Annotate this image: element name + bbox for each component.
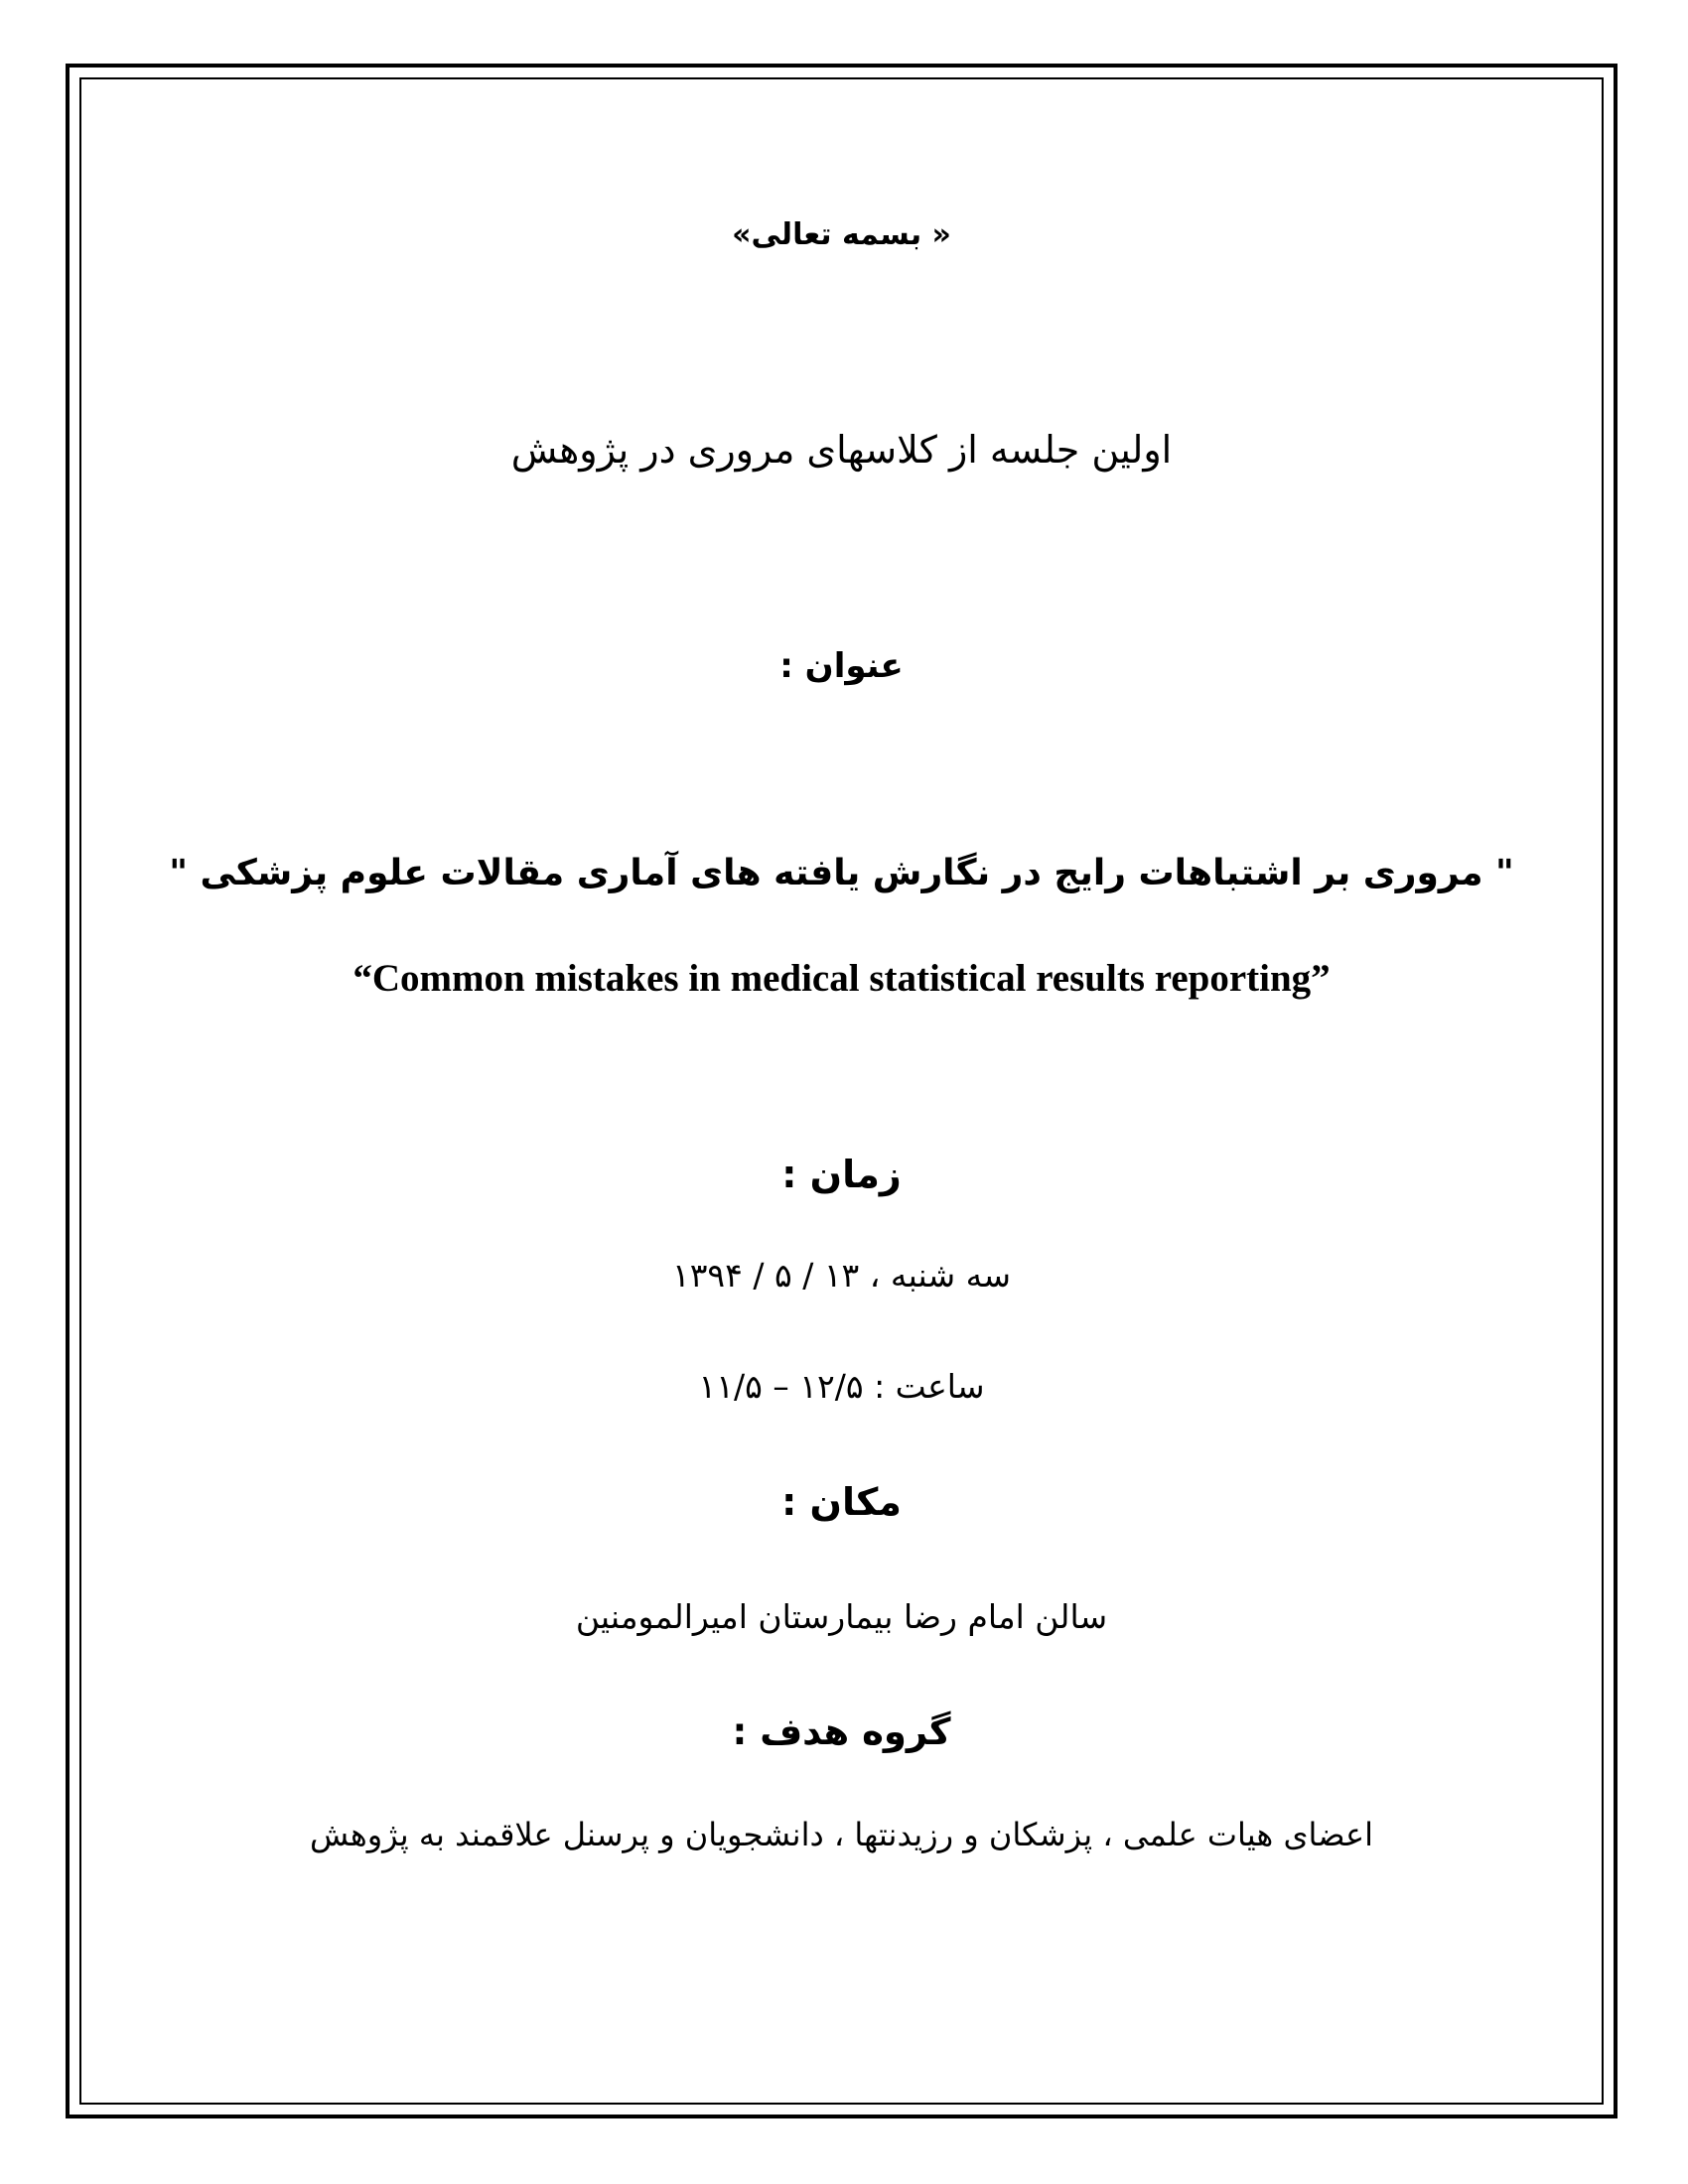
page-border-inner xyxy=(79,77,1604,2105)
event-hours: ساعت : ۱۲/۵ – ۱۱/۵ xyxy=(698,1367,985,1406)
title-heading: عنوان : xyxy=(779,646,904,686)
lecture-title-english: “Common mistakes in medical statistical results reporting” xyxy=(352,957,1331,1000)
time-heading: زمان : xyxy=(781,1153,902,1196)
event-date: سه شنبه ، ۱۳ / ۵ / ۱۳۹۴ xyxy=(671,1256,1012,1295)
session-title: اولین جلسه از کلاسهای مروری در پژوهش xyxy=(510,428,1173,472)
lecture-title-persian: " مروری بر اشتباهات رایج در نگارش یافته های آماری مقالات علوم پزشکی " xyxy=(169,853,1514,893)
target-group: اعضای هیات علمی ، پزشکان و رزیدنتها ، دانشجویان و پرسنل علاقمند به پژوهش xyxy=(310,1816,1373,1853)
basmala-header: « بسمه تعالی» xyxy=(732,217,951,252)
event-place: سالن امام رضا بیمارستان امیرالمومنین xyxy=(575,1597,1108,1636)
place-heading: مکان : xyxy=(781,1480,902,1524)
target-group-heading: گروه هدف : xyxy=(732,1710,951,1753)
